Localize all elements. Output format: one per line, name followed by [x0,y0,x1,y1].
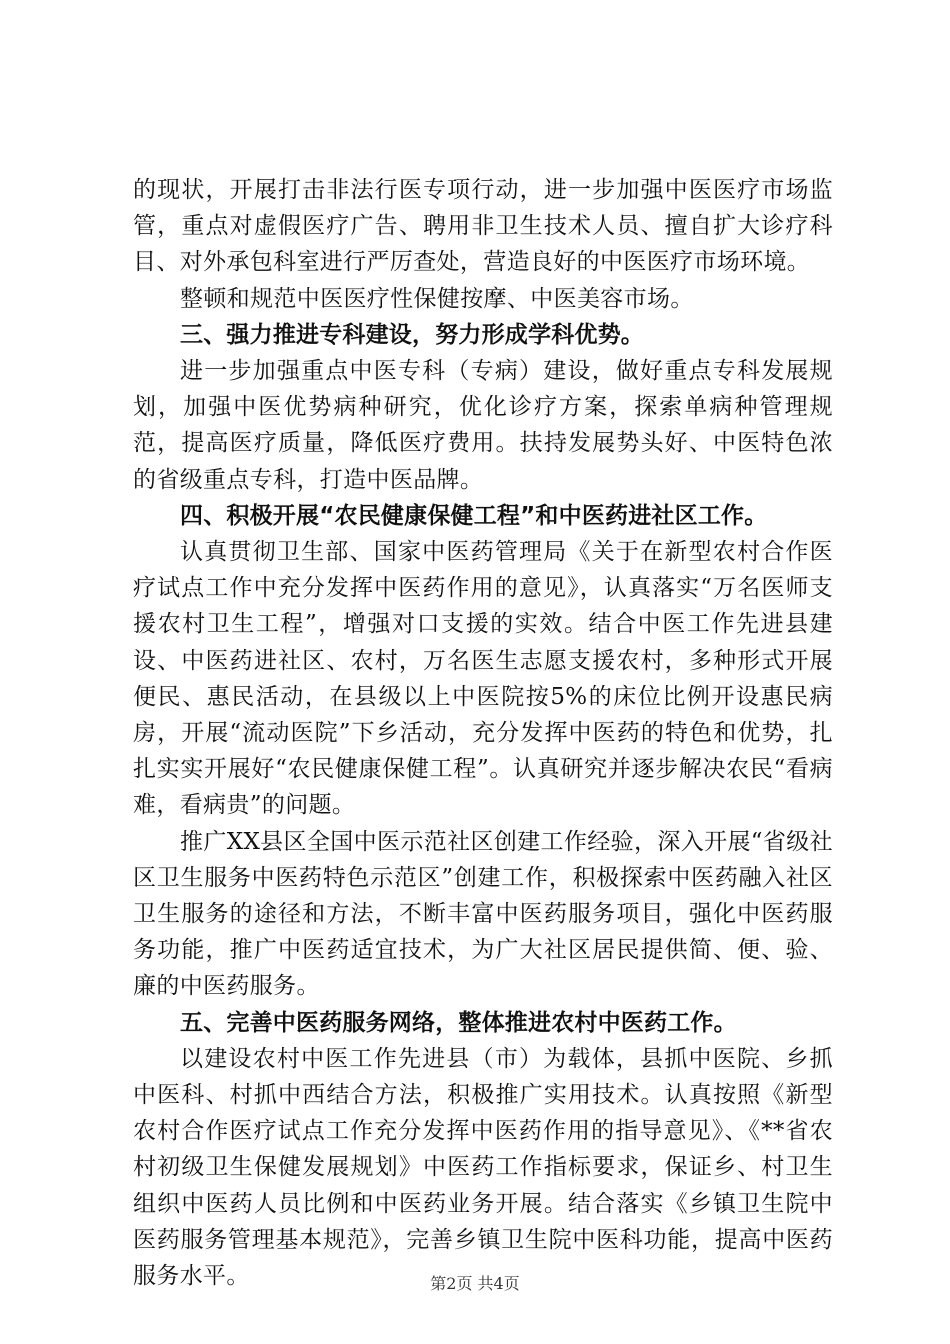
paragraph-massage-cosmetology: 整顿和规范中医医疗性保健按摩、中医美容市场。 [180,285,694,312]
paragraph-rural-network: 以建设农村中医工作先进县（市）为载体，县抓中医院、乡抓中医科、村抓中西结合方法，积极推广实用技术。认真按照《新型农村合作医疗试点工作充分发挥中医药作用的指导意见》、《**省农村初级卫生保健发展规划》中医药工作指标要求，保证乡、村卫生组织中医药人员比例和中医药业务开展。结合落实《乡镇卫生院中医药服务管理基本规范》，完善乡镇卫生院中医科功能，提高中医药服务水平。 [133,1045,833,1290]
section-heading-4: 四、积极开展“农民健康保健工程”和中医药进社区工作。 [180,502,768,529]
section-heading-5: 五、完善中医药服务网络，整体推进农村中医药工作。 [180,1009,737,1036]
document-body [133,172,833,1294]
paragraph-community-demo: 推广XX县区全国中医示范社区创建工作经验，深入开展“省级社区卫生服务中医药特色示范区”创建工作，积极探索中医药融入社区卫生服务的途径和方法，不断丰富中医药服务项目，强化中医药服务功能，推广中医药适宜技术，为广大社区居民提供简、便、验、廉的中医药服务。 [133,828,833,1000]
section-heading-3: 三、强力推进专科建设，努力形成学科优势。 [180,321,644,348]
paragraph-specialty-construction: 进一步加强重点中医专科（专病）建设，做好重点专科发展规划，加强中医优势病种研究，优化诊疗方案，探索单病种管理规范，提高医疗质量，降低医疗费用。扶持发展势头好、中医特色浓的省级重点专科，打造中医品牌。 [133,358,833,493]
paragraph-rural-health-project: 认真贯彻卫生部、国家中医药管理局《关于在新型农村合作医疗试点工作中充分发挥中医药作用的意见》，认真落实“万名医师支援农村卫生工程”，增强对口支援的实效。结合中医工作先进县建设、中医药进社区、农村，万名医生志愿支援农村，多种形式开展便民、惠民活动，在县级以上中医院按5%的床位比例开设惠民病房，开展“流动医院”下乡活动，充分发挥中医药的特色和优势，扎扎实实开展好“农民健康保健工程”。认真研究并逐步解决农民“看病难，看病贵”的问题。 [133,539,833,819]
paragraph-market-supervision: 的现状，开展打击非法行医专项行动，进一步加强中医医疗市场监管，重点对虚假医疗广告、聘用非卫生技术人员、擅自扩大诊疗科目、对外承包科室进行严厉查处，营造良好的中医医疗市场环境。 [133,177,833,276]
page-number-footer: 第2页 共4页 [430,1274,520,1293]
